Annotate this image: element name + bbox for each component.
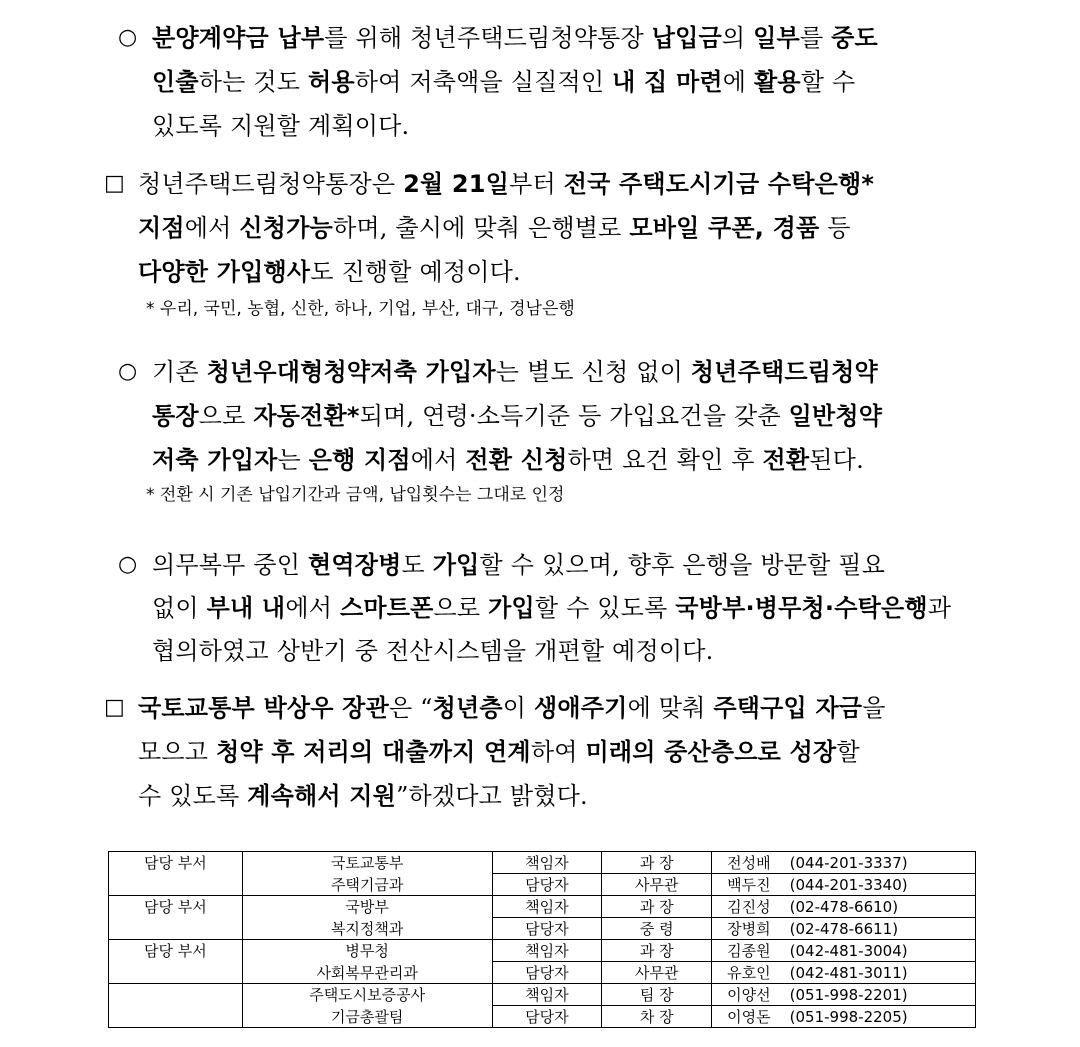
bold-text-run: 분양계약금 납부 (152, 24, 325, 52)
text-run: 청년주택드림청약통장은 (138, 170, 404, 198)
text-line (152, 631, 713, 671)
bold-text-run: 허용 (307, 68, 355, 96)
bold-text-run: 통장 (152, 402, 199, 430)
bold-text-run: 전환 (762, 446, 810, 474)
text-line (138, 776, 588, 816)
text-line (152, 545, 885, 585)
title-cell: 과 장 (602, 940, 712, 962)
tel-cell: (044-201-3337) (786, 852, 976, 874)
text-run: 에 (722, 68, 754, 96)
org-cell: 주택기금과 (242, 874, 492, 896)
title-cell: 차 장 (602, 1006, 712, 1028)
bold-text-run: 납입금 (651, 24, 722, 52)
dept-cell (109, 962, 243, 984)
org-cell: 병무청 (242, 940, 492, 962)
text-run: 도 진행할 예정이다. (310, 258, 521, 286)
org-cell: 국토교통부 (242, 852, 492, 874)
text-run: 있도록 지원할 계획이다. (152, 112, 410, 140)
table-row (109, 918, 976, 940)
text-run: 으로 (433, 594, 489, 622)
org-cell: 주택도시보증공사 (242, 984, 492, 1006)
text-run: 등 (819, 214, 851, 242)
org-cell: 기금총괄팀 (242, 1006, 492, 1028)
role-cell: 담당자 (492, 1006, 602, 1028)
name-cell: 백두진 (712, 874, 786, 896)
text-run: 된다. (809, 446, 864, 474)
name-cell: 전성배 (712, 852, 786, 874)
bold-text-run: 스마트폰 (339, 594, 434, 622)
bold-text-run: 인출 (152, 68, 199, 96)
text-run: 없이 (152, 594, 207, 622)
text-run: 을 (862, 694, 886, 722)
dept-cell (109, 918, 243, 940)
text-run: 의 (721, 24, 754, 52)
square-bullet: □ (104, 171, 125, 196)
bold-text-run: 주택구입 자금 (713, 694, 863, 722)
text-run: 할 수 있으며, 향후 은행을 방문할 필요 (479, 551, 886, 579)
text-run: 를 (799, 24, 832, 52)
dept-cell (109, 1006, 243, 1028)
bold-text-run: 내 집 마련 (612, 68, 723, 96)
text-run: 는 별도 신청 없이 (495, 358, 691, 386)
name-cell: 김진성 (712, 896, 786, 918)
title-cell: 과 장 (602, 852, 712, 874)
text-run: 하며, 출시에 맞춰 은행별로 (332, 214, 630, 242)
text-line (138, 208, 851, 248)
text-run: 부터 (509, 170, 564, 198)
circle-bullet: ○ (118, 552, 138, 577)
bold-text-run: 부내 내 (206, 594, 286, 622)
text-run: 에 맞춰 (627, 694, 714, 722)
text-line (152, 396, 882, 436)
square-bullet: □ (104, 695, 125, 720)
text-run: 모으고 (138, 738, 216, 766)
text-run: 를 위해 청년주택드림청약통장 (324, 24, 652, 52)
dept-cell (109, 984, 243, 1006)
text-run: 하는 것도 (198, 68, 308, 96)
title-cell: 사무관 (602, 962, 712, 984)
tel-cell: (051-998-2201) (786, 984, 976, 1006)
name-cell: 김종원 (712, 940, 786, 962)
bold-text-run: 중도 (831, 24, 878, 52)
bold-text-run: 청약 후 저리의 대출까지 연계 (215, 738, 531, 766)
text-line (138, 252, 521, 292)
tel-cell: (02-478-6610) (786, 896, 976, 918)
contact-table (108, 851, 976, 1028)
text-line (152, 588, 951, 628)
table-row (109, 896, 976, 918)
table-row (109, 984, 976, 1006)
name-cell: 이영돈 (712, 1006, 786, 1028)
bold-text-run: 모바일 쿠폰, 경품 (629, 214, 820, 242)
text-run: 에서 (410, 446, 466, 474)
footnote-conversion: * 전환 시 기존 납입기간과 금액, 납입횟수는 그대로 인정 (146, 485, 565, 505)
name-cell: 이양선 (712, 984, 786, 1006)
text-run: 에서 (184, 214, 240, 242)
bold-text-run: 은행 지점 (308, 446, 411, 474)
bold-text-run: 2월 21일 (403, 170, 510, 198)
bold-text-run: 국방부·병무청·수탁은행 (675, 594, 928, 622)
name-cell: 유호인 (712, 962, 786, 984)
text-run: 협의하였고 상반기 중 전산시스템을 개편할 예정이다. (152, 637, 714, 665)
bold-text-run: 가입 (432, 551, 480, 579)
text-run: 과 (927, 594, 952, 622)
name-cell: 장병희 (712, 918, 786, 940)
tel-cell: (042-481-3011) (786, 962, 976, 984)
bold-text-run: 일반청약 (788, 402, 883, 430)
bold-text-run: 지점 (138, 214, 185, 242)
text-run: 할 수 (800, 68, 856, 96)
table-row (109, 962, 976, 984)
text-line (138, 732, 860, 772)
tel-cell: (044-201-3340) (786, 874, 976, 896)
title-cell: 과 장 (602, 896, 712, 918)
role-cell: 책임자 (492, 896, 602, 918)
role-cell: 책임자 (492, 940, 602, 962)
bold-text-run: 자동전환* (253, 402, 360, 430)
circle-bullet: ○ (118, 359, 138, 384)
text-run: 에서 (285, 594, 340, 622)
bold-text-run: 다양한 가입행사 (138, 258, 311, 286)
role-cell: 담당자 (492, 918, 602, 940)
title-cell: 팀 장 (602, 984, 712, 1006)
text-run: 이 (502, 694, 535, 722)
org-cell: 사회복무관리과 (242, 962, 492, 984)
role-cell: 책임자 (492, 984, 602, 1006)
table-row (109, 874, 976, 896)
bold-text-run: 현역장병 (307, 551, 402, 579)
text-run: 는 (277, 446, 309, 474)
role-cell: 담당자 (492, 874, 602, 896)
table-row (109, 852, 976, 874)
text-line (138, 164, 874, 204)
text-run: 하여 저축액을 실질적인 (354, 68, 613, 96)
text-line (138, 688, 886, 728)
bold-text-run: 미래의 중산층으로 성장 (585, 738, 837, 766)
org-cell: 복지정책과 (242, 918, 492, 940)
text-run: 으로 (198, 402, 254, 430)
dept-cell: 담당 부서 (109, 852, 243, 874)
text-run: 할 수 있도록 (534, 594, 676, 622)
org-cell: 국방부 (242, 896, 492, 918)
text-run: 수 있도록 (138, 782, 248, 810)
bold-text-run: 일부 (753, 24, 800, 52)
text-run: 의무복무 중인 (152, 551, 308, 579)
text-run: 하면 요건 확인 후 (567, 446, 763, 474)
bold-text-run: 국토교통부 박상우 장관 (138, 694, 389, 722)
table-row (109, 940, 976, 962)
tel-cell: (051-998-2205) (786, 1006, 976, 1028)
title-cell: 사무관 (602, 874, 712, 896)
bold-text-run: 청년우대형청약저축 가입자 (206, 358, 496, 386)
text-line (152, 106, 409, 146)
table-row (109, 1006, 976, 1028)
bold-text-run: 청년주택드림청약 (690, 358, 878, 386)
text-run: 도 (401, 551, 433, 579)
bold-text-run: 전환 신청 (465, 446, 568, 474)
bold-text-run: 계속해서 지원 (247, 782, 397, 810)
text-run: 되며, 연령·소득기준 등 가입요건을 갖춘 (359, 402, 789, 430)
text-run: 하여 (530, 738, 586, 766)
tel-cell: (02-478-6611) (786, 918, 976, 940)
bold-text-run: 신청가능 (239, 214, 333, 242)
tel-cell: (042-481-3004) (786, 940, 976, 962)
text-run: 기존 (152, 358, 207, 386)
text-run: 할 (836, 738, 860, 766)
role-cell: 책임자 (492, 852, 602, 874)
dept-cell: 담당 부서 (109, 940, 243, 962)
bold-text-run: 저축 가입자 (152, 446, 278, 474)
circle-bullet: ○ (118, 25, 138, 50)
dept-cell (109, 874, 243, 896)
dept-cell: 담당 부서 (109, 896, 243, 918)
text-line (152, 440, 864, 480)
title-cell: 중 령 (602, 918, 712, 940)
bold-text-run: 청년층 (432, 694, 503, 722)
text-line (152, 352, 878, 392)
text-line (152, 62, 855, 102)
bold-text-run: 활용 (753, 68, 801, 96)
bold-text-run: 생애주기 (534, 694, 628, 722)
text-run: 은 “ (388, 694, 433, 722)
bold-text-run: 가입 (488, 594, 535, 622)
role-cell: 담당자 (492, 962, 602, 984)
bold-text-run: 전국 주택도시기금 수탁은행* (563, 170, 875, 198)
text-run: ”하겠다고 밝혔다. (396, 782, 588, 810)
footnote-banks: * 우리, 국민, 농협, 신한, 하나, 기업, 부산, 대구, 경남은행 (146, 299, 575, 319)
text-line (152, 18, 878, 58)
